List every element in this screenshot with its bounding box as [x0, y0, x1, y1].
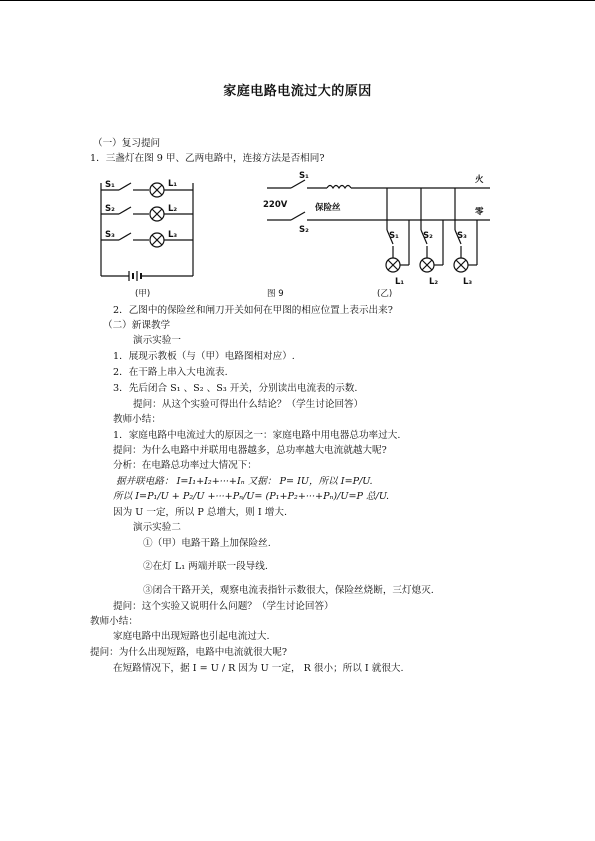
jia-lamp-3-label: L₃	[168, 230, 178, 240]
jia-switch-2-label: S₂	[105, 204, 115, 214]
teacher-summary-2: 教师小结：	[90, 616, 138, 627]
demo-2-step-2: ②在灯 L₁ 两端并联一段导线.	[143, 561, 268, 572]
yi-lamp-3-label: L₃	[463, 277, 473, 287]
summary-2-point: 家庭电路中出现短路也引起电流过大.	[113, 631, 270, 642]
yi-main-switch-2-label: S₂	[299, 225, 309, 235]
live-wire-label: 火	[475, 175, 484, 185]
top-rule	[0, 0, 595, 1]
summary-2-question: 提问：为什么出现短路，电路中电流就很大呢?	[90, 647, 288, 658]
neutral-wire-label: 零	[475, 207, 484, 217]
yi-switch-2-label: S₂	[423, 231, 433, 241]
demo-1-step-2: 2．在干路上串入大电流表.	[113, 367, 228, 378]
demo-2-question: 提问：这个实验又说明什么问题？（学生讨论回答）	[113, 601, 334, 612]
jia-lamp-2-label: L₂	[168, 204, 178, 214]
demo-2-heading: 演示实验二	[133, 522, 181, 533]
circuit-jia	[101, 179, 193, 299]
summary-1-point: 1．家庭电路中电流过大的原因之一：家庭电路中用电器总功率过大.	[113, 430, 401, 441]
yi-branch-1	[386, 188, 409, 272]
yi-lamp-2-label: L₂	[429, 277, 439, 287]
section-heading-review: （一）复习提问	[93, 138, 161, 149]
demo-2-step-1: ①（甲）电路干路上加保险丝.	[143, 538, 271, 549]
formula-conclusion: 因为 U 一定，所以 P 总增大，则 I 增大.	[113, 507, 287, 518]
voltage-label: 220V	[263, 200, 288, 210]
formula-sum: 所以 I=P₁/U + P₂/U +···+Pₙ/U= (P₁+P₂+···+Pₙ)/U=P 总/U.	[113, 491, 390, 502]
teacher-summary-1: 教师小结：	[113, 414, 161, 425]
demo-1-step-3: 3．先后闭合 S₁ 、S₂ 、S₃ 开关，分别读出电流表的示数.	[113, 383, 358, 394]
summary-1-question: 提问：为什么电路中并联用电器越多，总功率越大电流就越大呢?	[113, 445, 387, 456]
yi-switch-3-label: S₃	[457, 231, 467, 241]
question-2: 2．乙图中的保险丝和闸刀开关如何在甲图的相应位置上表示出来?	[113, 305, 393, 316]
figure-caption: 图 9	[267, 289, 284, 299]
demo-2-step-3: ③闭合干路开关，观察电流表指针示数很大，保险丝烧断，三灯熄灭.	[143, 585, 434, 596]
question-1: 1．三盏灯在图 9 甲、乙两电路中，连接方法是否相同?	[90, 153, 325, 164]
fuse-label: 保险丝	[315, 203, 341, 213]
yi-switch-1-label: S₁	[389, 231, 399, 241]
jia-switch-3-label: S₃	[105, 230, 115, 240]
circuit-figure	[95, 168, 495, 303]
circuit-yi	[263, 171, 490, 299]
page-title: 家庭电路电流过大的原因	[223, 84, 372, 99]
label-yi: (乙)	[377, 289, 393, 299]
demo-1-question: 提问：从这个实验可得出什么结论？（学生讨论回答）	[133, 399, 364, 410]
analysis-line: 分析：在电路总功率过大情况下：	[113, 460, 257, 471]
short-circuit-explanation: 在短路情况下，据 I = U / R 因为 U 一定， R 很小；所以 I 就很大.	[113, 663, 404, 674]
demo-1-step-1: 1．展现示教板（与（甲）电路图相对应）.	[113, 351, 295, 362]
formula-parallel: 据并联电路： I=I₁+I₂+···+Iₙ 又据： P= IU，所以 I=P/U.	[116, 476, 373, 487]
yi-lamp-1-label: L₁	[395, 277, 405, 287]
jia-switch-1-label: S₁	[105, 180, 115, 190]
yi-branch-2	[420, 188, 443, 272]
demo-1-heading: 演示实验一	[133, 335, 181, 346]
section-heading-new: （二）新课教学	[103, 320, 171, 331]
yi-main-switch-1-label: S₁	[299, 171, 309, 181]
yi-branch-3	[454, 188, 477, 272]
jia-lamp-1-label: L₁	[168, 179, 178, 189]
label-jia: (甲)	[135, 289, 151, 299]
